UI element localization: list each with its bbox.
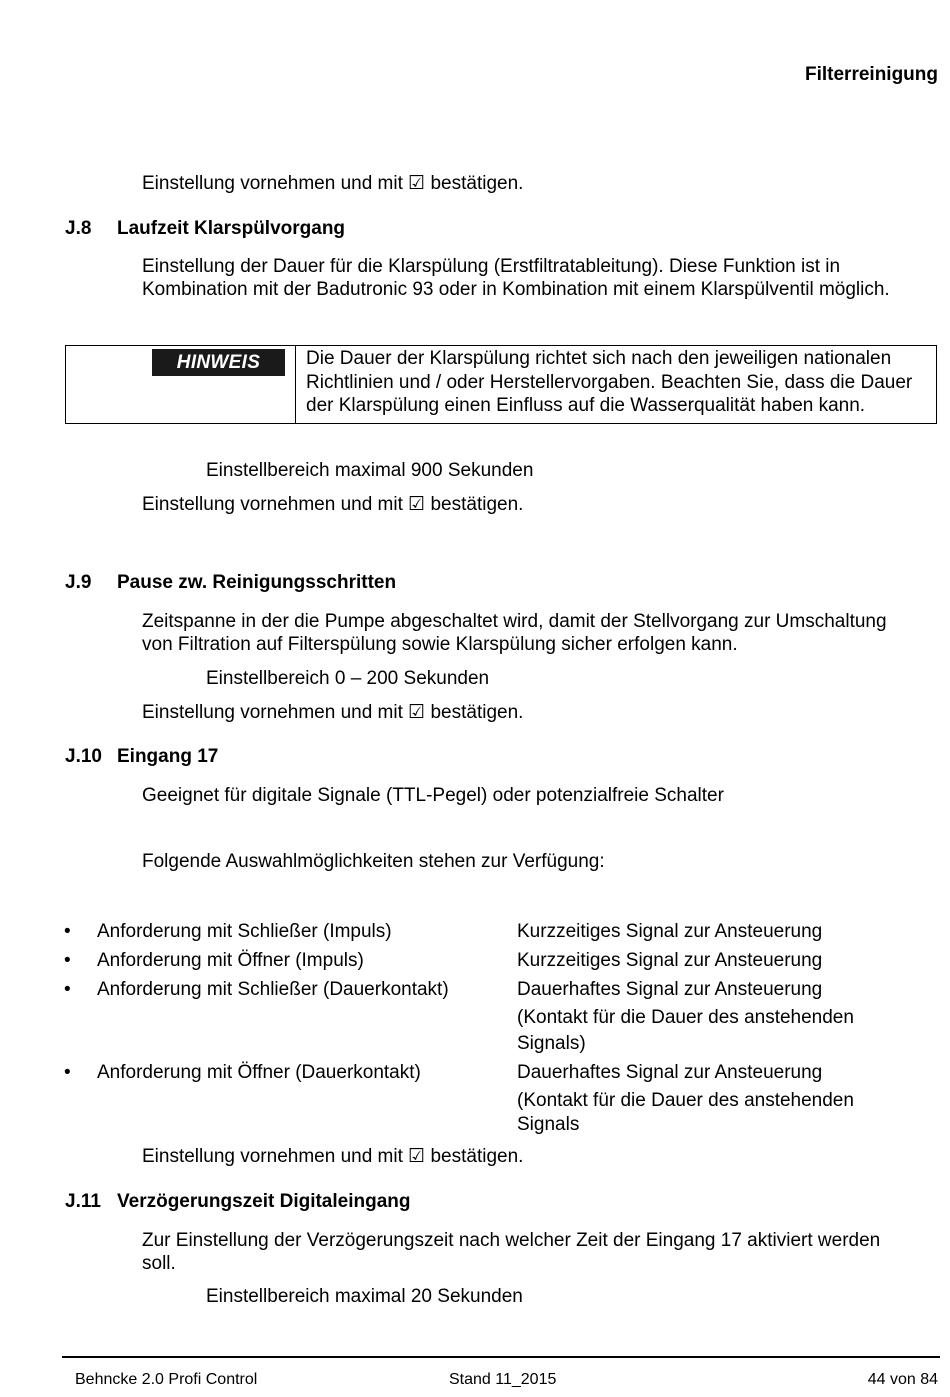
confirm-instruction: Einstellung vornehmen und mit ☑ bestätigen. — [142, 702, 524, 723]
note-divider — [295, 346, 296, 423]
section-title: Verzögerungszeit Digitaleingang — [117, 1191, 411, 1212]
footer-page-number: 44 von 84 — [867, 1371, 938, 1388]
option-description: Signals — [517, 1114, 580, 1135]
section-title: Pause zw. Reinigungsschritten — [117, 572, 397, 593]
section-body-line: soll. — [142, 1253, 176, 1274]
bullet-marker: • — [64, 979, 71, 1000]
section-title: Laufzeit Klarspülvorgang — [117, 218, 346, 239]
setting-range: Einstellbereich maximal 20 Sekunden — [206, 1286, 523, 1307]
setting-range: Einstellbereich 0 – 200 Sekunden — [206, 668, 490, 689]
option-description: (Kontakt für die Dauer des anstehenden — [517, 1090, 854, 1111]
section-title: Eingang 17 — [117, 746, 219, 767]
section-body-line: Kombination mit der Badutronic 93 oder in Kombination mit einem Klarspülventil möglich. — [142, 279, 890, 300]
option-name: Anforderung mit Öffner (Impuls) — [97, 950, 364, 971]
option-name: Anforderung mit Schließer (Dauerkontakt) — [97, 979, 449, 1000]
option-description: (Kontakt für die Dauer des anstehenden — [517, 1007, 854, 1028]
confirm-instruction: Einstellung vornehmen und mit ☑ bestätigen. — [142, 1146, 524, 1167]
note-box — [65, 345, 937, 424]
section-body-line: Zur Einstellung der Verzögerungszeit nach welcher Zeit der Eingang 17 aktiviert werden — [142, 1230, 881, 1251]
bullet-marker: • — [64, 1062, 71, 1083]
setting-range: Einstellbereich maximal 900 Sekunden — [206, 460, 534, 481]
section-body-line: Zeitspanne in der die Pumpe abgeschaltet wird, damit der Stellvorgang zur Umschaltung — [142, 611, 887, 632]
footer-product: Behncke 2.0 Profi Control — [75, 1371, 258, 1388]
bullet-marker: • — [64, 921, 71, 942]
section-number: J.9 — [65, 572, 92, 593]
section-number: J.11 — [65, 1191, 101, 1212]
confirm-instruction: Einstellung vornehmen und mit ☑ bestätigen. — [142, 173, 524, 194]
footer-rule — [62, 1356, 940, 1358]
option-description: Kurzzeitiges Signal zur Ansteuerung — [517, 921, 823, 942]
footer-version: Stand 11_2015 — [449, 1371, 557, 1388]
section-body-line: Einstellung der Dauer für die Klarspülung (Erstfiltratableitung). Diese Funktion ist in — [142, 256, 841, 277]
note-text: Die Dauer der Klarspülung richtet sich nach den jeweiligen nationalen Richtlinien und / oder Herstellervorgaben. Beachten Sie, dass die Dauer der Klarspülung einen Einfluss auf die Wasserqualität haben kann. — [306, 348, 913, 416]
options-intro: Folgende Auswahlmöglichkeiten stehen zur Verfügung: — [142, 851, 605, 872]
option-description: Signals) — [517, 1033, 586, 1054]
option-description: Kurzzeitiges Signal zur Ansteuerung — [517, 950, 823, 971]
bullet-marker: • — [64, 950, 71, 971]
note-label: HINWEIS — [152, 349, 285, 376]
section-body-line: Geeignet für digitale Signale (TTL-Pegel) oder potenzialfreie Schalter — [142, 785, 724, 806]
option-description: Dauerhaftes Signal zur Ansteuerung — [517, 1062, 823, 1083]
confirm-instruction: Einstellung vornehmen und mit ☑ bestätigen. — [142, 494, 524, 515]
option-description: Dauerhaftes Signal zur Ansteuerung — [517, 979, 823, 1000]
option-name: Anforderung mit Öffner (Dauerkontakt) — [97, 1062, 421, 1083]
section-number: J.10 — [65, 746, 102, 767]
section-body-line: von Filtration auf Filterspülung sowie Klarspülung sicher erfolgen kann. — [142, 634, 738, 655]
page-header-title: Filterreinigung — [805, 64, 938, 85]
option-name: Anforderung mit Schließer (Impuls) — [97, 921, 392, 942]
section-number: J.8 — [65, 218, 92, 239]
